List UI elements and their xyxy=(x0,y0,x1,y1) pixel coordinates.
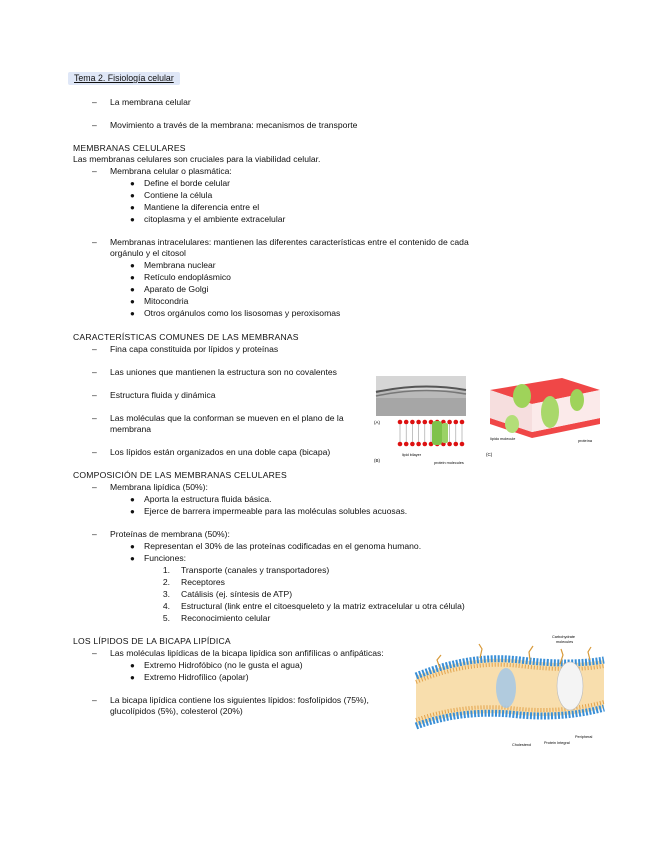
round-bullet: ● xyxy=(130,495,135,504)
dash-bullet: – xyxy=(92,648,97,658)
lipid-head xyxy=(447,442,452,447)
lipid-head xyxy=(398,420,403,425)
label-cholesterol: Cholesterol xyxy=(512,743,532,747)
amph-item: Extremo Hidrofóbico (no le gusta el agua) xyxy=(144,660,303,670)
label-b: (B) xyxy=(374,458,380,463)
dash-bullet: – xyxy=(92,344,97,354)
lipid-head xyxy=(460,420,465,425)
lipid-bilayer-figure xyxy=(410,630,610,750)
round-bullet: ● xyxy=(130,273,135,282)
label-protein: proteína xyxy=(578,439,592,443)
char-item: Las moléculas que la conforman se mueven en el plano de la xyxy=(110,413,344,423)
round-bullet: ● xyxy=(130,542,135,551)
lipid-item: Ejerce de barrera impermeable para las moléculas solubles acuosas. xyxy=(144,506,408,516)
round-bullet: ● xyxy=(130,661,135,670)
intro-item-1: La membrana celular xyxy=(110,97,191,107)
lipids-line-1: La bicapa lipídica contiene los siguientes lípidos: fosfolípidos (75%), xyxy=(110,695,369,705)
label-lipid-molecule2: lípido molecule xyxy=(490,437,516,441)
lipid-head xyxy=(410,442,415,447)
char-item: Los lípidos están organizados en una doble capa (bicapa) xyxy=(110,447,331,457)
heading-lipidos: LOS LÍPIDOS DE LA BICAPA LIPÍDICA xyxy=(73,636,231,646)
lipid-head xyxy=(460,442,465,447)
membrane-structure-figure xyxy=(372,374,602,466)
heading-membranas: MEMBRANAS CELULARES xyxy=(73,143,186,153)
function-number: 2. xyxy=(162,577,170,587)
lipid-head xyxy=(404,442,409,447)
label-molecules: molecules xyxy=(556,640,574,644)
dash-bullet: – xyxy=(92,413,97,423)
round-bullet: ● xyxy=(130,215,135,224)
label-a: (A) xyxy=(374,420,380,425)
label-protein-molecules: protein molecules xyxy=(434,461,464,465)
lipid-item: Aporta la estructura fluida básica. xyxy=(144,494,272,504)
lipid-head xyxy=(454,420,459,425)
round-bullet: ● xyxy=(130,179,135,188)
intra-line-2: orgánulo y el citosol xyxy=(110,248,186,258)
dash-bullet: – xyxy=(92,447,97,457)
function-number: 5. xyxy=(162,613,170,623)
plasma-item: Mantiene la diferencia entre el xyxy=(144,202,260,212)
function-item: Receptores xyxy=(181,577,225,587)
function-item: Reconocimiento celular xyxy=(181,613,271,623)
dash-bullet: – xyxy=(92,237,97,247)
round-bullet: ● xyxy=(130,191,135,200)
dash-bullet: – xyxy=(92,390,97,400)
function-item: Catálisis (ej. síntesis de ATP) xyxy=(181,589,293,599)
amph-text: Las moléculas lipídicas de la bicapa lipídica son anfifílicas o anfipáticas: xyxy=(110,648,384,658)
function-item: Estructural (link entre el citoesqueleto y la matriz extracelular u otra célula) xyxy=(181,601,465,611)
dash-bullet: – xyxy=(92,482,97,492)
function-number: 3. xyxy=(162,589,170,599)
intra-item: Mitocondria xyxy=(144,296,189,306)
lipid-head xyxy=(416,442,421,447)
dash-bullet: – xyxy=(92,529,97,539)
round-bullet: ● xyxy=(130,261,135,270)
3d-membrane xyxy=(490,378,600,438)
lipid-head xyxy=(454,442,459,447)
round-bullet: ● xyxy=(130,203,135,212)
lipid-head xyxy=(416,420,421,425)
intra-item: Aparato de Golgi xyxy=(144,284,209,294)
lipid-head xyxy=(423,442,428,447)
protein-item: Funciones: xyxy=(144,553,187,563)
dash-bullet: – xyxy=(92,695,97,705)
plasma-title: Membrana celular o plasmática: xyxy=(110,166,232,176)
function-number: 1. xyxy=(162,565,170,575)
char-item: Estructura fluida y dinámica xyxy=(110,390,216,400)
heading-caracteristicas: CARACTERÍSTICAS COMUNES DE LAS MEMBRANAS xyxy=(73,332,299,342)
intra-item: Otros orgánulos como los lisosomas y peroxisomas xyxy=(144,308,341,318)
round-bullet: ● xyxy=(130,285,135,294)
protein-title: Proteínas de membrana (50%): xyxy=(110,529,230,539)
label-carbohydrate: Carbohydrate xyxy=(552,635,576,639)
amph-item: Extremo Hidrofílico (apolar) xyxy=(144,672,249,682)
intro-item-2: Movimiento a través de la membrana: mecanismos de transporte xyxy=(110,120,358,130)
lead-text: Las membranas celulares son cruciales para la viabilidad celular. xyxy=(73,154,321,164)
lipid-head xyxy=(447,420,452,425)
lipid-head xyxy=(423,420,428,425)
lipid-head xyxy=(404,420,409,425)
round-bullet: ● xyxy=(130,673,135,682)
plasma-item: Contiene la célula xyxy=(144,190,213,200)
dash-bullet: – xyxy=(92,120,97,130)
lipid-title: Membrana lipídica (50%): xyxy=(110,482,208,492)
lipid-head xyxy=(410,420,415,425)
char-item: Las uniones que mantienen la estructura son no covalentes xyxy=(110,367,337,377)
char-item-cont: membrana xyxy=(110,424,152,434)
intra-line-1: Membranas intracelulares: mantienen las diferentes características entre el contenido de cada xyxy=(110,237,469,247)
plasma-item: Define el borde celular xyxy=(144,178,230,188)
protein-item: Representan el 30% de las proteínas codificadas en el genoma humano. xyxy=(144,541,422,551)
dash-bullet: – xyxy=(92,97,97,107)
lipids-line-2: glucolípidos (5%), colesterol (20%) xyxy=(110,706,243,716)
round-bullet: ● xyxy=(130,554,135,563)
dash-bullet: – xyxy=(92,367,97,377)
label-peripheral: Peripheral xyxy=(575,735,593,739)
round-bullet: ● xyxy=(130,507,135,516)
intra-item: Retículo endoplásmico xyxy=(144,272,231,282)
round-bullet: ● xyxy=(130,309,135,318)
lipid-head xyxy=(398,442,403,447)
label-c: (C) xyxy=(486,452,493,457)
intra-item: Membrana nuclear xyxy=(144,260,216,270)
dash-bullet: – xyxy=(92,166,97,176)
heading-composicion: COMPOSICIÓN DE LAS MEMBRANAS CELULARES xyxy=(73,470,287,480)
round-bullet: ● xyxy=(130,297,135,306)
char-item: Fina capa constituida por lípidos y proteínas xyxy=(110,344,279,354)
label-lipid-bilayer: lipid bilayer xyxy=(402,453,421,457)
page-title: Tema 2. Fisiología celular xyxy=(68,72,180,85)
function-number: 4. xyxy=(162,601,170,611)
label-protein-integral: Protein Integral xyxy=(544,741,570,745)
schematic-bilayer xyxy=(398,420,465,447)
plasma-item: citoplasma y el ambiente extracelular xyxy=(144,214,286,224)
function-item: Transporte (canales y transportadores) xyxy=(181,565,330,575)
